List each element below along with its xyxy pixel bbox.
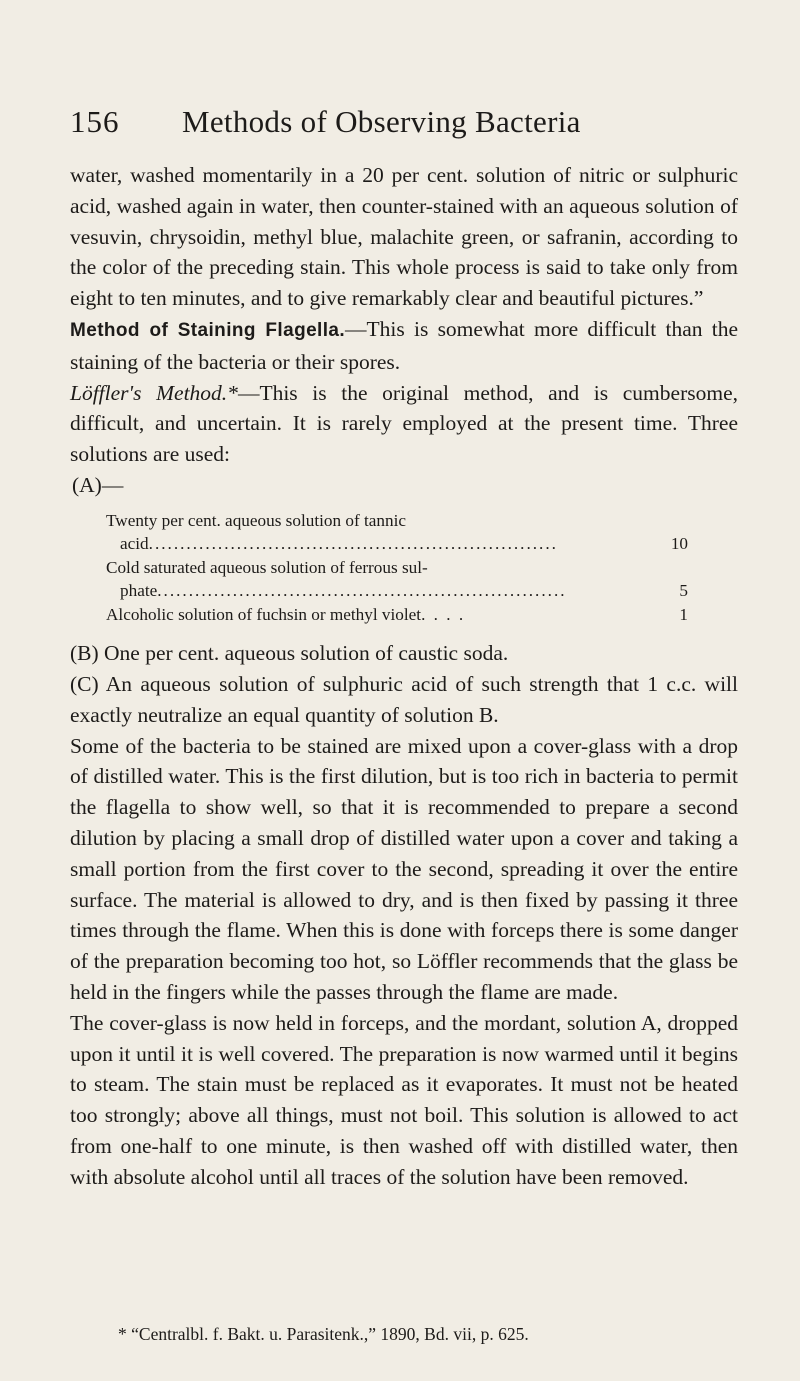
- paragraph-procedure: Some of the bacteria to be stained are mixed upon a cover-glass with a drop of distilled water. This is the first dilution, but is too rich in bacteria to permit the flagella to show well, so that it is recommended to prepare a second dilution by placing a small drop of distilled water upon a cover and taking a small portion from the first cover to the second, spreading it over the entire surface. The material is allowed to dry, and is then fixed by passing it three times through the flame. When this is done with forceps there is some danger of the preparation becoming too hot, so Löffler recommends that the glass be held in the fingers while the passes through the flame are made.: [70, 733, 738, 1005]
- recipe-item-quantity: 5: [679, 581, 688, 601]
- footnote: * “Centralbl. f. Bakt. u. Parasitenk.,” 1890, Bd. vii, p. 625.: [118, 1324, 529, 1344]
- subsection-heading-loeffler: Löffler's Method.*: [70, 380, 238, 405]
- leader-dots: . . . .: [421, 604, 466, 624]
- recipe-table: [106, 509, 688, 627]
- paragraph-flagella: [70, 314, 738, 378]
- recipe-item-text: Twenty per cent. aqueous solution of tannic: [106, 510, 406, 530]
- recipe-item-text: Alcoholic solution of fuchsin or methyl violet: [106, 604, 422, 624]
- paragraph-loeffler: [70, 378, 738, 470]
- page-header: [70, 98, 740, 146]
- recipe-item: [106, 603, 688, 627]
- solution-a-label: (A)—: [72, 472, 124, 497]
- section-heading-flagella: Method of Staining Flagella.: [70, 319, 346, 341]
- paragraph-loeffler-text: —This is the original method, and is cumbersome, difficult, and uncertain. It is rarely employed at the present time. Three solutions are used:: [70, 380, 738, 467]
- running-title: Methods of Observing Bacteria: [182, 104, 581, 139]
- paragraph-solution-b: (B) One per cent. aqueous solution of caustic soda.: [70, 641, 509, 666]
- leader-dots: .................................................................: [148, 534, 558, 554]
- leader-dots: .................................................................: [157, 581, 567, 601]
- paragraph-solution-c: (C) An aqueous solution of sulphuric acid of such strength that 1 c.c. will exactly neutralize an equal quantity of solution B.: [70, 672, 738, 727]
- body-text: [70, 160, 738, 1193]
- recipe-item-quantity: 1: [679, 604, 688, 624]
- recipe-item-text: Cold saturated aqueous solution of ferrous sul-: [106, 557, 428, 577]
- recipe-item-text: phate: [120, 581, 158, 601]
- page-number: 156: [70, 104, 120, 139]
- recipe-item: [106, 509, 688, 556]
- paragraph-continuation: water, washed momentarily in a 20 per cent. solution of nitric or sulphuric acid, washed again in water, then counter-stained with an aqueous solution of vesuvin, chrysoidin, methyl blue, malachite green, or safranin, according to the color of the preceding stain. This whole process is said to take only from eight to ten minutes, and to give remarkably clear and beautiful pictures.”: [70, 163, 738, 311]
- recipe-item-quantity: 10: [670, 534, 688, 554]
- paragraph-flagella-text: —This is somewhat more difficult than the staining of the bacteria or their spores.: [70, 316, 738, 374]
- recipe-item-text: acid: [120, 534, 149, 554]
- paragraph-mordant: The cover-glass is now held in forceps, and the mordant, solution A, dropped upon it until it is well covered. The preparation is now warmed until it begins to steam. The stain must be replaced as it evaporates. It must not be heated too strongly; above all things, must not boil. This solution is allowed to act from one-half to one minute, is then washed off with distilled water, then with absolute alcohol until all traces of the solution have been removed.: [70, 1010, 738, 1189]
- recipe-item: [106, 556, 688, 603]
